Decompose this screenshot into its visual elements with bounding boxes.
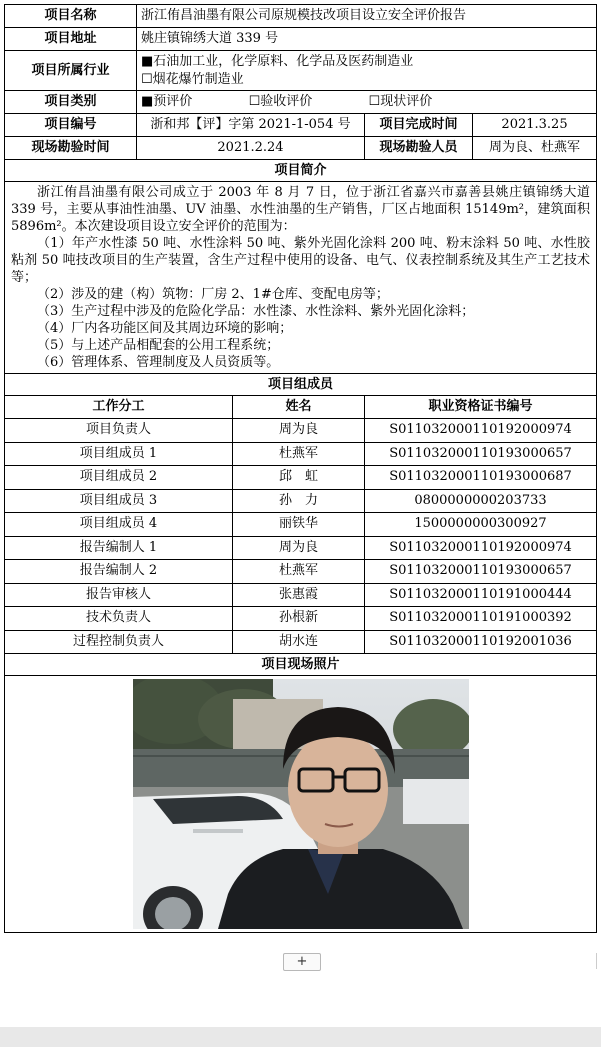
member-role: 项目组成员 1 (5, 442, 233, 466)
member-role: 过程控制负责人 (5, 630, 233, 654)
members-col-name: 姓名 (233, 396, 365, 419)
member-role: 技术负责人 (5, 607, 233, 631)
member-name: 邱 虹 (233, 466, 365, 490)
category-value (137, 91, 597, 114)
member-cert: S011032000110193000657 (365, 442, 597, 466)
member-cert: S011032000110191000392 (365, 607, 597, 631)
category-checkbox-3: ☐ (368, 94, 381, 109)
intro-item-2: （2）涉及的建（构）筑物：厂房 2、1#仓库、变配电房等； (37, 287, 389, 302)
industry-option-2: 烟花爆竹制造业 (152, 71, 244, 87)
bottom-bar (0, 1027, 601, 1047)
member-name: 杜燕军 (233, 560, 365, 584)
member-name: 孙 力 (233, 489, 365, 513)
survey-time-label: 现场勘验时间 (5, 137, 137, 160)
intro-item-1: （1）年产水性漆 50 吨、水性涂料 50 吨、紫外光固化涂料 200 吨、粉末涂料 50 吨、水性胶粘剂 50 吨技改项目的生产装置，含生产过程中使用的设备、电气、仪表控制系统及其生产工艺技术等； (11, 236, 591, 285)
category-label: 项目类别 (5, 91, 137, 114)
expand-button[interactable]: + (283, 953, 321, 971)
table-row (5, 583, 597, 607)
member-role: 项目组成员 4 (5, 513, 233, 537)
table-row (5, 607, 597, 631)
project-name-value: 浙江侑昌油墨有限公司原规模技改项目设立安全评价报告 (137, 5, 597, 28)
members-col-role: 工作分工 (5, 396, 233, 419)
member-cert: S011032000110192000974 (365, 536, 597, 560)
table-row (5, 536, 597, 560)
site-photo-image (133, 679, 469, 929)
survey-people-label: 现场勘验人员 (365, 137, 473, 160)
member-name: 胡水连 (233, 630, 365, 654)
member-role: 报告编制人 2 (5, 560, 233, 584)
table-row (5, 560, 597, 584)
member-role: 项目组成员 2 (5, 466, 233, 490)
survey-time-value: 2021.2.24 (137, 137, 365, 160)
industry-label: 项目所属行业 (5, 51, 137, 91)
table-row (5, 513, 597, 537)
intro-heading: 项目简介 (5, 160, 597, 182)
member-name: 周为良 (233, 419, 365, 443)
intro-item-4: （4）厂内各功能区间及其周边环境的影响； (37, 321, 293, 336)
member-role: 报告审核人 (5, 583, 233, 607)
survey-people-value: 周为良、杜燕军 (473, 137, 597, 160)
member-name: 杜燕军 (233, 442, 365, 466)
members-heading: 项目组成员 (5, 374, 597, 396)
category-option-2: 验收评价 (260, 94, 313, 109)
table-row (5, 442, 597, 466)
member-cert: S011032000110191000444 (365, 583, 597, 607)
project-number-label: 项目编号 (5, 114, 137, 137)
intro-item-3: （3）生产过程中涉及的危险化学品：水性漆、水性涂料、紫外光固化涂料； (37, 304, 475, 319)
intro-paragraph: 浙江侑昌油墨有限公司成立于 2003 年 8 月 7 日，位于浙江省嘉兴市嘉善县姚庄镇锦绣大道 339 号，主要从事油性油墨、UV 油墨、水性油墨的生产销售，厂区占地面积 15149m²，建筑面积 5896m²。本次建设项目设立安全评价的范围为： (11, 185, 591, 234)
table-row (5, 630, 597, 654)
member-role: 报告编制人 1 (5, 536, 233, 560)
category-option-3: 现状评价 (380, 94, 433, 109)
project-name-label: 项目名称 (5, 5, 137, 28)
member-cert: 0800000000203733 (365, 489, 597, 513)
member-role: 项目组成员 3 (5, 489, 233, 513)
intro-body (5, 182, 597, 374)
table-row (5, 419, 597, 443)
industry-checkbox-2: ☐ (141, 71, 153, 87)
member-name: 孙根新 (233, 607, 365, 631)
member-name: 周为良 (233, 536, 365, 560)
category-checkbox-2: ☐ (248, 94, 261, 109)
member-role: 项目负责人 (5, 419, 233, 443)
scroll-edge (596, 953, 601, 969)
completion-label: 项目完成时间 (365, 114, 473, 137)
project-info-table (4, 4, 597, 933)
intro-item-6: （6）管理体系、管理制度及人员资质等。 (37, 355, 280, 370)
category-checkbox-1: ■ (141, 94, 154, 109)
member-cert: S011032000110193000687 (365, 466, 597, 490)
member-name: 张惠霞 (233, 583, 365, 607)
member-cert: S011032000110192001036 (365, 630, 597, 654)
project-address-value: 姚庄镇锦绣大道 339 号 (137, 28, 597, 51)
members-col-cert: 职业资格证书编号 (365, 396, 597, 419)
project-number-value: 浙和邦【评】字第 2021-1-054 号 (137, 114, 365, 137)
industry-value (137, 51, 597, 91)
intro-item-5: （5）与上述产品相配套的公用工程系统； (37, 338, 280, 353)
industry-checkbox-1: ■ (141, 53, 154, 69)
member-cert: S011032000110192000974 (365, 419, 597, 443)
member-cert: 1500000000300927 (365, 513, 597, 537)
photo-cell (5, 676, 597, 933)
member-name: 丽铁华 (233, 513, 365, 537)
category-option-1: 预评价 (153, 94, 193, 109)
table-row (5, 466, 597, 490)
completion-value: 2021.3.25 (473, 114, 597, 137)
industry-option-1: 石油加工业，化学原料、化学品及医药制造业 (153, 53, 414, 69)
project-address-label: 项目地址 (5, 28, 137, 51)
table-row (5, 489, 597, 513)
photo-heading: 项目现场照片 (5, 654, 597, 676)
site-photo (133, 679, 469, 929)
member-cert: S011032000110193000657 (365, 560, 597, 584)
